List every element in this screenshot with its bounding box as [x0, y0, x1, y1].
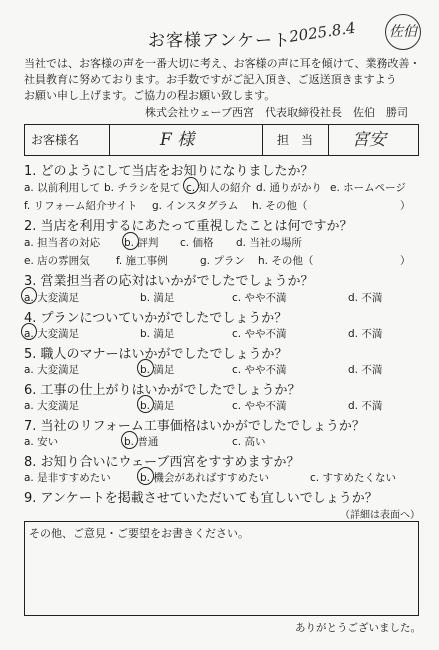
q3-option-b[interactable]: b. 満足	[140, 292, 175, 304]
q3-option-a[interactable]: a. 大変満足	[24, 292, 80, 304]
q3-selection-circle	[21, 287, 37, 304]
q1-option-a[interactable]: a. 以前利用して	[24, 182, 101, 194]
customer-info-box	[24, 124, 419, 156]
q5-option-d[interactable]: d. 不満	[348, 364, 383, 376]
question-8: 8. お知り合いにウェーブ西宮をすすめますか？	[24, 455, 300, 470]
intro-line-3: お願い申し上げます。ご協力の程お願い致します。	[24, 89, 276, 102]
company-signature: 株式会社ウェーブ西宮 代表取締役社長 佐伯 勝司	[145, 106, 409, 119]
question-3: 3. 営業担当者の応対はいかがでしたでしょうか？	[24, 274, 314, 289]
staff-name-field[interactable]: 宮安	[352, 130, 386, 150]
q1-option-e[interactable]: e. ホームページ	[330, 182, 406, 194]
q6-option-d[interactable]: d. 不満	[348, 400, 383, 412]
q2-option-b[interactable]: b. 評判	[124, 237, 159, 249]
q2-option-a[interactable]: a. 担当者の対応	[24, 237, 101, 249]
q4-option-b[interactable]: b. 満足	[140, 328, 175, 340]
q2-option-f[interactable]: f. 施工事例	[116, 255, 168, 267]
q6-option-b[interactable]: b. 満足	[140, 400, 175, 412]
q3-option-d[interactable]: d. 不満	[348, 292, 383, 304]
handwritten-date: 2025.8.4	[288, 18, 357, 46]
q2-option-h-close: ）	[400, 255, 411, 267]
q8-selection-circle	[137, 467, 154, 485]
q7-option-a[interactable]: a. 安い	[24, 436, 59, 448]
intro-line-2: 社員教育に努めております。お手数ですがご記入頂き、ご返送頂きますよう	[24, 73, 397, 86]
q1-option-h-close: ）	[400, 200, 411, 212]
q2-option-d[interactable]: d. 当社の場所	[236, 237, 302, 249]
q8-option-b[interactable]: b. 機会があればすすめたい	[140, 472, 269, 484]
thanks-text: ありがとうございました。	[295, 622, 421, 634]
form-title: お客様アンケート	[148, 31, 291, 51]
question-9: 9. アンケートを掲載させていただいても宜しいでしょうか？	[24, 491, 378, 506]
q1-option-f[interactable]: f. リフォーム紹介サイト	[24, 200, 138, 212]
q6-option-a[interactable]: a. 大変満足	[24, 400, 80, 412]
question-2: 2. 当店を利用するにあたって重視したことは何ですか？	[24, 219, 353, 234]
q8-option-a[interactable]: a. 是非すすめたい	[24, 472, 111, 484]
q4-option-c[interactable]: c. やや不満	[232, 328, 287, 340]
intro-line-1: 当社では、お客様の声を一番大切に考え、お客様の声に耳を傾けて、業務改善・	[24, 57, 421, 70]
q4-option-d[interactable]: d. 不満	[348, 328, 383, 340]
comment-label: その他、ご意見・ご要望をお書きください。	[29, 527, 249, 540]
question-5: 5. 職人のマナーはいかがでしたでしょうか？	[24, 347, 288, 362]
q5-option-c[interactable]: c. やや不満	[232, 364, 287, 376]
q4-selection-circle	[21, 323, 37, 340]
q1-selection-circle	[183, 177, 199, 194]
q2-option-h[interactable]: h. その他（	[258, 255, 314, 267]
question-6: 6. 工事の仕上がりはいかがでしたでしょうか？	[24, 383, 301, 398]
q5-option-b[interactable]: b. 満足	[140, 364, 175, 376]
question-1: 1. どのようにして当店をお知りになりましたか？	[24, 164, 314, 179]
question-7: 7. 当社のリフォーム工事価格はいかがでしたでしょうか？	[24, 419, 365, 434]
staff-label: 担 当	[277, 133, 314, 147]
q5-selection-circle	[137, 359, 154, 377]
q2-option-e[interactable]: e. 店の雰囲気	[24, 255, 90, 267]
q1-option-c[interactable]: c. 知人の紹介	[186, 182, 251, 194]
q1-option-d[interactable]: d. 通りがかり	[256, 182, 322, 194]
seal-stamp: 佐伯	[385, 14, 421, 50]
name-label: お客様名	[31, 133, 80, 147]
q2-option-g[interactable]: g. プラン	[200, 255, 245, 267]
q2-option-c[interactable]: c. 価格	[180, 237, 214, 249]
question-4: 4. プランについていかがでしたでしょうか？	[24, 311, 288, 326]
q6-option-c[interactable]: c. やや不満	[232, 400, 287, 412]
q1-option-g[interactable]: g. インスタグラム	[152, 200, 239, 212]
customer-name-field[interactable]: F 様	[160, 130, 195, 150]
q2-selection-circle	[122, 232, 139, 250]
detail-note: （詳細は表面へ）	[340, 510, 420, 521]
q1-option-h[interactable]: h. その他（	[252, 200, 308, 212]
q4-option-a[interactable]: a. 大変満足	[24, 328, 80, 340]
q7-option-b[interactable]: b. 普通	[124, 436, 159, 448]
q6-selection-circle	[137, 395, 154, 413]
q1-option-b[interactable]: b. チラシを見て	[104, 182, 181, 194]
q8-option-c[interactable]: c. すすめたくない	[310, 472, 397, 484]
q7-selection-circle	[121, 431, 138, 449]
q5-option-a[interactable]: a. 大変満足	[24, 364, 80, 376]
q3-option-c[interactable]: c. やや不満	[232, 292, 287, 304]
q7-option-c[interactable]: c. 高い	[232, 436, 266, 448]
